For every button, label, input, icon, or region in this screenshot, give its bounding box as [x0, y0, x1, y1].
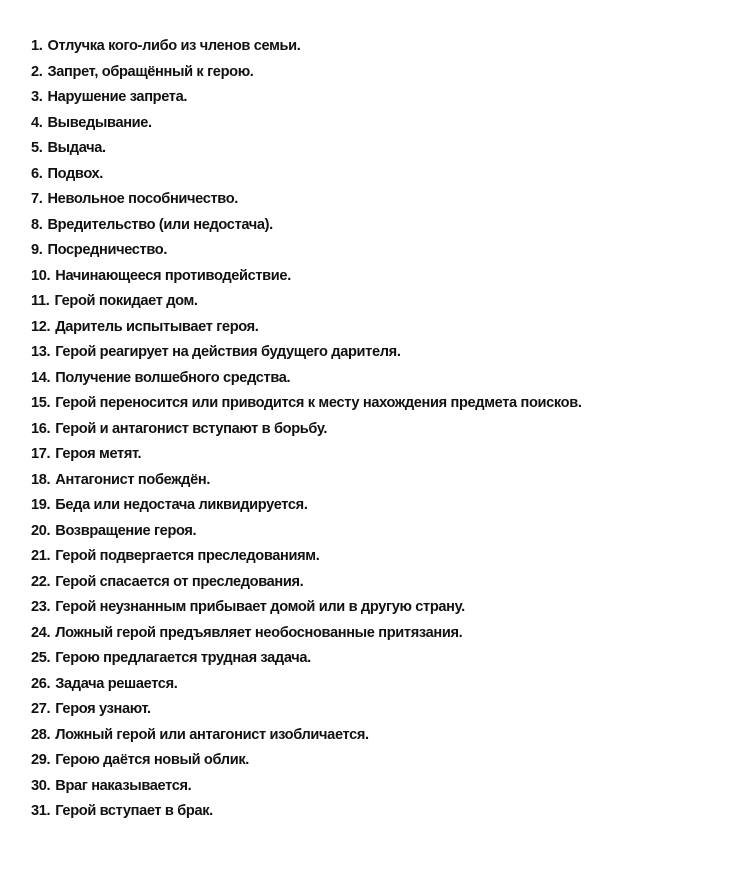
- list-item: [31, 238, 582, 264]
- list-item-text: Герой покидает дом.: [54, 293, 198, 309]
- list-item-text: Начинающееся противодействие.: [55, 267, 291, 284]
- list-item: [31, 442, 582, 468]
- list-item-text: Задача решается.: [55, 675, 178, 692]
- list-item: [31, 391, 582, 417]
- list-item: [31, 213, 582, 239]
- list-item: [31, 264, 582, 290]
- list-item: [31, 697, 582, 723]
- list-item-text: Герой переносится или приводится к месту нахождения предмета поисков.: [55, 395, 582, 411]
- list-item: [31, 340, 582, 366]
- list-item-number: 20.: [31, 522, 51, 539]
- list-item: [31, 570, 582, 596]
- list-item: [31, 136, 582, 162]
- list-item-text: Антагонист побеждён.: [55, 471, 211, 488]
- list-item: [31, 468, 582, 494]
- list-item-number: 9.: [31, 242, 43, 258]
- list-item-text: Даритель испытывает героя.: [55, 318, 259, 335]
- list-item-number: 10.: [31, 267, 51, 284]
- list-item-number: 19.: [31, 497, 51, 513]
- list-item: [31, 621, 582, 647]
- list-item-number: 27.: [31, 701, 51, 717]
- list-item-text: Выведывание.: [47, 114, 152, 131]
- list-item-text: Герой подвергается преследованиям.: [55, 548, 320, 564]
- list-item-text: Ложный герой или антагонист изобличается.: [55, 726, 369, 743]
- list-item: [31, 85, 582, 111]
- list-item-text: Беда или недостача ликвидируется.: [55, 497, 308, 513]
- list-item: [31, 799, 582, 825]
- list-item-number: 25.: [31, 650, 51, 666]
- list-item-number: 17.: [31, 446, 51, 462]
- list-item-text: Ложный герой предъявляет необоснованные притязания.: [55, 624, 463, 641]
- list-item: [31, 544, 582, 570]
- list-item-number: 16.: [31, 420, 51, 437]
- list-item-number: 7.: [31, 191, 43, 207]
- list-item-number: 26.: [31, 675, 51, 692]
- list-item: [31, 162, 582, 188]
- list-item-text: Герой вступает в брак.: [55, 803, 213, 819]
- list-item-text: Запрет, обращённый к герою.: [47, 63, 254, 80]
- list-item-number: 6.: [31, 165, 43, 182]
- list-item: [31, 34, 582, 60]
- list-item-number: 13.: [31, 344, 51, 360]
- list-item-text: Посредничество.: [47, 242, 168, 258]
- list-item-number: 2.: [31, 63, 43, 80]
- list-item-text: Возвращение героя.: [55, 522, 197, 539]
- list-item: [31, 723, 582, 749]
- list-item-number: 21.: [31, 548, 51, 564]
- list-item-number: 1.: [31, 38, 43, 54]
- list-item: [31, 60, 582, 86]
- list-item-number: 15.: [31, 395, 51, 411]
- list-item-text: Невольное пособничество.: [47, 191, 238, 207]
- list-item: [31, 748, 582, 774]
- list-item-number: 23.: [31, 599, 51, 615]
- list-item-number: 4.: [31, 114, 43, 131]
- list-item-text: Отлучка кого-либо из членов семьи.: [47, 38, 301, 54]
- list-item-text: Героя метят.: [55, 446, 142, 462]
- list-item-number: 3.: [31, 89, 43, 105]
- list-item-number: 12.: [31, 318, 51, 335]
- list-item: [31, 366, 582, 392]
- list-item: [31, 493, 582, 519]
- list-item-number: 28.: [31, 726, 51, 743]
- list-item-number: 22.: [31, 573, 51, 590]
- list-item: [31, 187, 582, 213]
- list-item-text: Герою даётся новый облик.: [55, 752, 249, 768]
- list-item-number: 14.: [31, 369, 51, 386]
- list-item-number: 8.: [31, 216, 43, 233]
- list-item-text: Герой и антагонист вступают в борьбу.: [55, 420, 328, 437]
- list-item-text: Вредительство (или недостача).: [47, 216, 273, 233]
- list-item: [31, 417, 582, 443]
- list-item: [31, 595, 582, 621]
- numbered-list: [31, 34, 582, 825]
- list-item: [31, 289, 582, 315]
- list-item-text: Герой реагирует на действия будущего дарителя.: [55, 344, 401, 360]
- list-item-text: Герой спасается от преследования.: [55, 573, 304, 590]
- list-item-text: Нарушение запрета.: [47, 89, 188, 105]
- list-item-number: 5.: [31, 140, 43, 156]
- list-item-text: Выдача.: [47, 140, 106, 156]
- list-item: [31, 646, 582, 672]
- list-item-number: 29.: [31, 752, 51, 768]
- list-item: [31, 111, 582, 137]
- list-item-number: 24.: [31, 624, 51, 641]
- list-item-text: Герою предлагается трудная задача.: [55, 650, 311, 666]
- list-item-number: 31.: [31, 803, 51, 819]
- list-item: [31, 774, 582, 800]
- list-item-text: Герой неузнанным прибывает домой или в другую страну.: [55, 599, 465, 615]
- list-item: [31, 672, 582, 698]
- list-item: [31, 315, 582, 341]
- list-item-text: Героя узнают.: [55, 701, 151, 717]
- list-item-text: Получение волшебного средства.: [55, 369, 291, 386]
- list-item: [31, 519, 582, 545]
- list-item-text: Враг наказывается.: [55, 777, 192, 794]
- list-item-number: 11.: [31, 293, 50, 309]
- list-item-number: 30.: [31, 777, 51, 794]
- list-item-text: Подвох.: [47, 165, 104, 182]
- list-item-number: 18.: [31, 471, 51, 488]
